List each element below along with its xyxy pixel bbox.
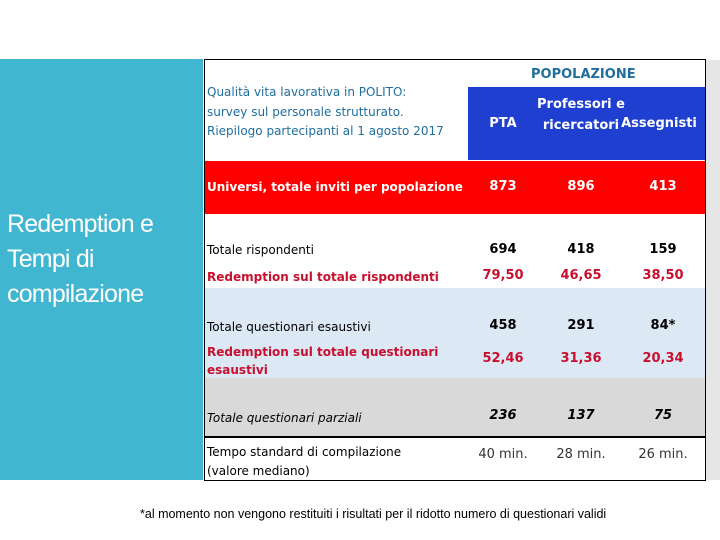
column-header-assegnisti: Assegnisti bbox=[621, 116, 697, 131]
cell-value: 458 bbox=[489, 318, 517, 333]
row-label-redemption-rispondenti: Redemption sul totale rispondenti bbox=[207, 270, 439, 284]
cell-value: 418 bbox=[567, 242, 595, 257]
cell-value: 159 bbox=[649, 242, 677, 257]
row-label-universi: Universi, totale inviti per popolazione bbox=[207, 180, 463, 194]
cell-value: 38,50 bbox=[642, 268, 684, 283]
slide-title: Redemption e Tempi di compilazione bbox=[7, 210, 154, 308]
cell-value: 26 min. bbox=[638, 447, 688, 462]
cell-value: 40 min. bbox=[478, 447, 528, 462]
cell-value: 896 bbox=[567, 179, 595, 194]
group-header: POPOLAZIONE bbox=[531, 67, 636, 82]
caption-line-1: Qualità vita lavorativa in POLITO: bbox=[207, 85, 407, 99]
cell-value: 52,46 bbox=[482, 351, 524, 366]
cell-value: 75 bbox=[653, 408, 673, 423]
cell-value: 20,34 bbox=[642, 351, 684, 366]
caption-line-2: survey sul personale strutturato. bbox=[207, 105, 404, 119]
cell-value: 291 bbox=[567, 318, 595, 333]
cell-value: 694 bbox=[489, 242, 517, 257]
footnote: *al momento non vengono restituiti i risultati per il ridotto numero di questionari validi bbox=[140, 507, 607, 521]
cell-value: 236 bbox=[489, 408, 517, 423]
column-header-professori: Professori e ricercatori bbox=[537, 97, 625, 133]
row-label-redemption-esaustivi: Redemption sul totale questionari esaustivi bbox=[207, 345, 439, 377]
cell-value: 46,65 bbox=[560, 268, 602, 283]
cell-value: 28 min. bbox=[556, 447, 606, 462]
side-strip bbox=[706, 60, 720, 480]
row-label-tempo: Tempo standard di compilazione (valore mediano) bbox=[207, 445, 402, 478]
row-label-rispondenti: Totale rispondenti bbox=[207, 243, 314, 257]
cell-value: 873 bbox=[489, 179, 517, 194]
cell-value: 84* bbox=[650, 318, 676, 333]
cell-value: 137 bbox=[567, 408, 595, 423]
cell-value: 413 bbox=[649, 179, 677, 194]
column-header-pta: PTA bbox=[489, 116, 517, 131]
caption-line-3: Riepilogo partecipanti al 1 agosto 2017 bbox=[207, 124, 444, 138]
summary-table bbox=[204, 59, 706, 481]
row-label-esaustivi: Totale questionari esaustivi bbox=[207, 320, 371, 334]
title-panel bbox=[0, 59, 203, 480]
cell-value: 79,50 bbox=[482, 268, 524, 283]
cell-value: 31,36 bbox=[560, 351, 602, 366]
row-label-parziali: Totale questionari parziali bbox=[207, 411, 362, 425]
